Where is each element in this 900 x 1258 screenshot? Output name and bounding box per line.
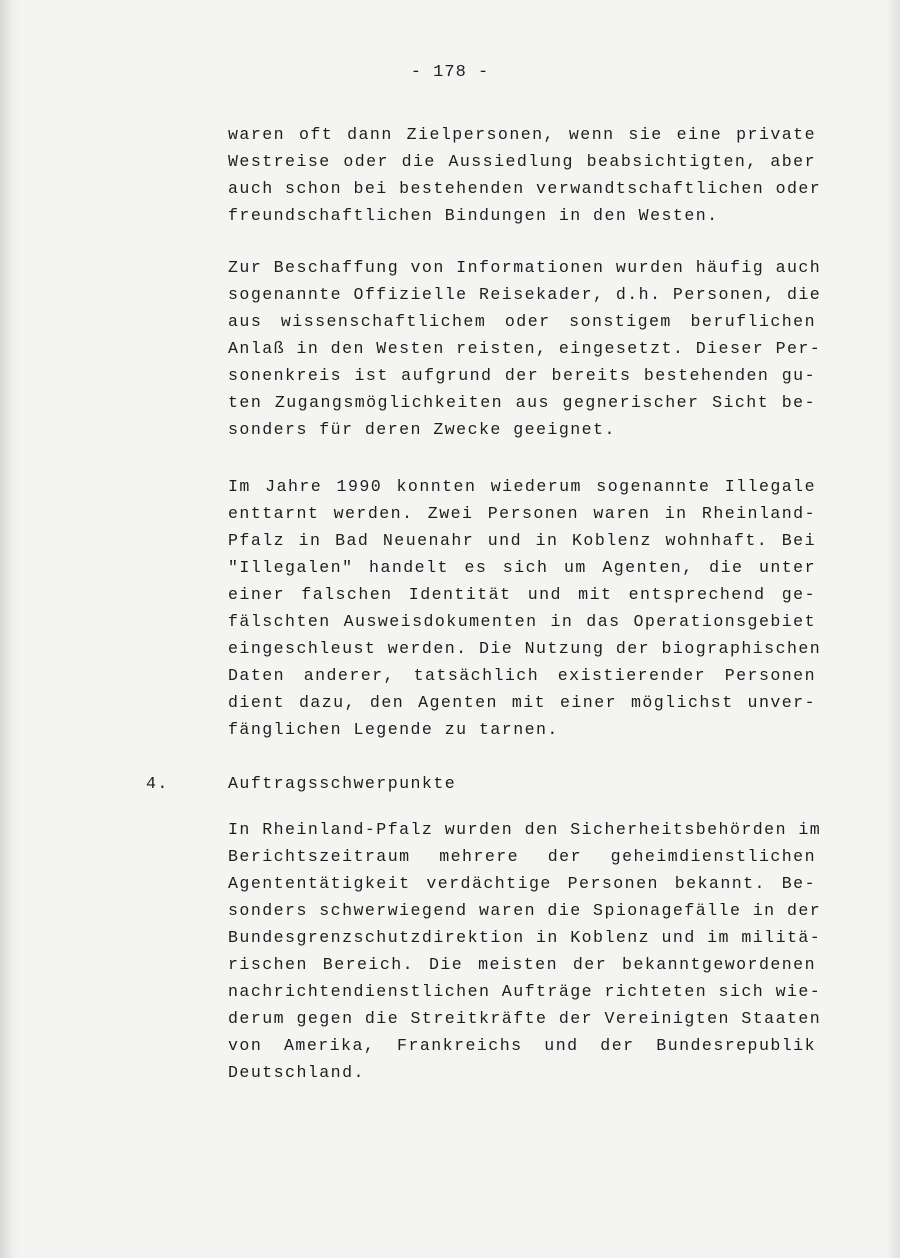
paragraph-line: Bundesgrenzschutzdirektion in Koblenz und im militä- [228, 928, 822, 947]
paragraph-line: sonders für deren Zwecke geeignet. [228, 420, 616, 439]
paragraph-line: auch schon bei bestehenden verwandtschaftlichen oder [228, 179, 822, 198]
paragraph-line: aus wissenschaftlichem oder sonstigem beruflichen [228, 312, 816, 331]
paragraph-line: Im Jahre 1990 konnten wiederum sogenannte Illegale [228, 477, 816, 496]
paragraph-line: Zur Beschaffung von Informationen wurden häufig auch [228, 258, 822, 277]
paragraph-line: ten Zugangsmöglichkeiten aus gegnerischer Sicht be- [228, 393, 816, 412]
paragraph-4 [228, 816, 822, 1086]
paragraph-line: sonenkreis ist aufgrund der bereits bestehenden gu- [228, 366, 816, 385]
paragraph-line: freundschaftlichen Bindungen in den Westen. [228, 206, 719, 225]
paragraph-1 [228, 121, 822, 229]
scan-edge-shadow-right [886, 0, 900, 1258]
section-heading: Auftragsschwerpunkte [228, 774, 457, 793]
paragraph-line: derum gegen die Streitkräfte der Vereinigten Staaten [228, 1009, 822, 1028]
paragraph-line: In Rheinland-Pfalz wurden den Sicherheitsbehörden im [228, 820, 822, 839]
paragraph-line: "Illegalen" handelt es sich um Agenten, die unter [228, 558, 816, 577]
paragraph-line: waren oft dann Zielpersonen, wenn sie eine private [228, 125, 816, 144]
paragraph-line: fänglichen Legende zu tarnen. [228, 720, 559, 739]
paragraph-line: Pfalz in Bad Neuenahr und in Koblenz wohnhaft. Bei [228, 531, 816, 550]
paragraph-line: eingeschleust werden. Die Nutzung der biographischen [228, 639, 822, 658]
paragraph-line: Agententätigkeit verdächtige Personen bekannt. Be- [228, 874, 816, 893]
section-number: 4. [146, 774, 169, 793]
paragraph-line: enttarnt werden. Zwei Personen waren in Rheinland- [228, 504, 816, 523]
paragraph-line: Westreise oder die Aussiedlung beabsichtigten, aber [228, 152, 816, 171]
paragraph-line: fälschten Ausweisdokumenten in das Operationsgebiet [228, 612, 816, 631]
paragraph-line: nachrichtendienstlichen Aufträge richteten sich wie- [228, 982, 822, 1001]
paragraph-line: einer falschen Identität und mit entsprechend ge- [228, 585, 816, 604]
paragraph-line: rischen Bereich. Die meisten der bekanntgewordenen [228, 955, 816, 974]
paragraph-line: Deutschland. [228, 1063, 365, 1082]
paragraph-line: sonders schwerwiegend waren die Spionagefälle in der [228, 901, 822, 920]
paragraph-line: dient dazu, den Agenten mit einer möglichst unver- [228, 693, 816, 712]
paragraph-line: Berichtszeitraum mehrere der geheimdienstlichen [228, 847, 816, 866]
paragraph-line: von Amerika, Frankreichs und der Bundesrepublik [228, 1036, 816, 1055]
paragraph-line: Anlaß in den Westen reisten, eingesetzt. Dieser Per- [228, 339, 822, 358]
paragraph-line: Daten anderer, tatsächlich existierender Personen [228, 666, 816, 685]
scan-edge-shadow-left [0, 0, 22, 1258]
paragraph-2 [228, 254, 822, 443]
page-number: - 178 - [410, 63, 490, 82]
paragraph-3 [228, 473, 822, 743]
paragraph-line: sogenannte Offizielle Reisekader, d.h. Personen, die [228, 285, 822, 304]
